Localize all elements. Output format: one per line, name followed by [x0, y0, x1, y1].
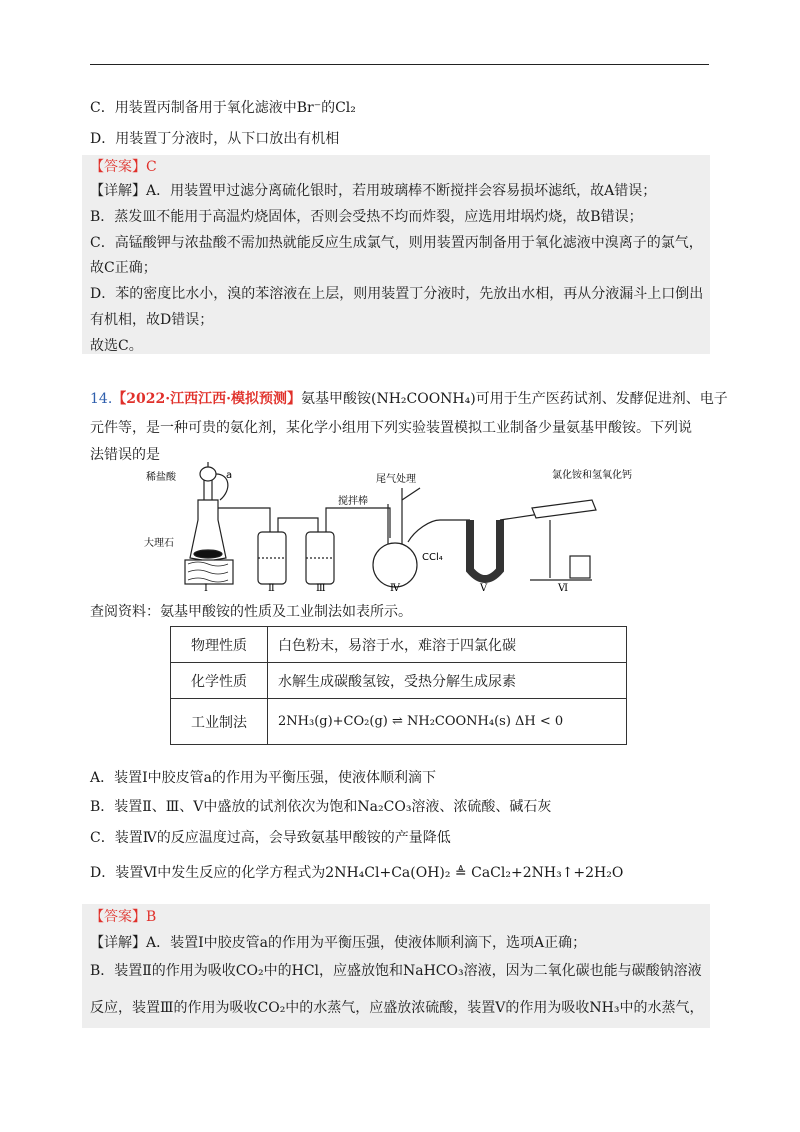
prev-detail-line-4: 故C正确；: [90, 260, 157, 276]
label-unit-3: Ⅲ: [316, 583, 326, 594]
prev-option-d: D．用装置丁分液时，从下口放出有机相: [90, 131, 340, 147]
question-source: 【2022·江西江西·模拟预测】: [112, 391, 301, 407]
question14-stem-2: 元件等，是一种可贵的氨化剂，某化学小组用下列实验装置模拟工业制备少量氨基甲酸铵。下列说: [90, 420, 692, 436]
table-value: 水解生成碳酸氢铵，受热分解生成尿素: [268, 663, 627, 699]
prev-detail-line-1: 【详解】A．用装置甲过滤分离硫化银时，若用玻璃棒不断搅拌会容易损坏滤纸，故A错误；: [90, 183, 657, 199]
apparatus-figure: [140, 460, 632, 594]
label-unit-6: Ⅵ: [558, 583, 569, 594]
label-reagents: 氯化铵和氢氧化钙: [552, 470, 632, 481]
prev-detail-line-6: 有机相，故D错误；: [90, 312, 214, 328]
table-key: 物理性质: [171, 627, 268, 663]
answer14-line-1: 【详解】A．装置Ⅰ中胶皮管a的作用为平衡压强，使液体顺利滴下，选项A正确；: [90, 935, 587, 951]
label-stirrer: 搅拌棒: [338, 496, 368, 507]
label-unit-1: Ⅰ: [204, 583, 208, 594]
reference-intro: 查阅资料：氨基甲酸铵的性质及工业制法如表所示。: [90, 604, 412, 620]
table-row: [171, 699, 627, 745]
prev-detail-line-3: C．高锰酸钾与浓盐酸不需加热就能反应生成氯气，则用装置丙制备用于氧化滤液中溴离子的氯气，: [90, 235, 703, 251]
question-number: 14.: [90, 391, 113, 407]
header-rule: [90, 64, 709, 65]
answer14-line-3: 反应，装置Ⅲ的作用为吸收CO₂中的水蒸气，应盛放浓硫酸，装置Ⅴ的作用为吸收NH₃中的水蒸气，: [90, 1000, 704, 1016]
label-marble: 大理石: [144, 538, 174, 549]
question14-stem-3: 法错误的是: [90, 447, 160, 463]
dropping-funnel: [200, 467, 216, 481]
option-d: D．装置Ⅵ中发生反应的化学方程式为2NH₄Cl+Ca(OH)₂ ≜ CaCl₂+2NH₃↑+2H₂O: [90, 865, 624, 881]
option-b: B．装置Ⅱ、Ⅲ、Ⅴ中盛放的试剂依次为饱和Na₂CO₃溶液、浓硫酸、碱石灰: [90, 799, 552, 815]
test-tube-VI: [532, 500, 596, 518]
answer14-detail-label: 【详解】: [90, 935, 146, 951]
label-unit-2: Ⅱ: [268, 583, 275, 594]
properties-table: [170, 626, 627, 745]
label-tail-gas: 尾气处理: [376, 474, 416, 485]
table-key: 化学性质: [171, 663, 268, 699]
prev-option-c: C．用装置丙制备用于氧化滤液中Br⁻的Cl₂: [90, 100, 356, 116]
label-ccl4: CCl₄: [422, 552, 443, 563]
prev-detail-line-7: 故选C。: [90, 338, 143, 354]
table-value: 白色粉末，易溶于水，难溶于四氯化碳: [268, 627, 627, 663]
burner-VI: [570, 556, 590, 578]
label-unit-5: Ⅴ: [480, 583, 488, 594]
table-row: [171, 627, 627, 663]
table-value: 2NH₃(g)+CO₂(g) ⇌ NH₂COONH₄(s) ΔH < 0: [268, 699, 627, 745]
option-c: C．装置Ⅳ的反应温度过高，会导致氨基甲酸铵的产量降低: [90, 830, 451, 846]
label-tube-a: a: [226, 470, 233, 481]
option-a: A．装置Ⅰ中胶皮管a的作用为平衡压强，使液体顺利滴下: [90, 770, 436, 786]
table-key: 工业制法: [171, 699, 268, 745]
prev-detail-label: 【详解】: [90, 183, 146, 199]
label-unit-4: Ⅳ: [390, 583, 400, 594]
answer14-line-2: B．装置Ⅱ的作用为吸收CO₂中的HCl，应盛放饱和NaHCO₃溶液，因为二氧化碳也能与碳酸钠溶液: [90, 963, 702, 979]
prev-answer-label: 【答案】C: [90, 159, 157, 175]
prev-detail-line-5: D．苯的密度比水小，溴的苯溶液在上层，则用装置丁分液时，先放出水相，再从分液漏斗上口倒出: [90, 286, 704, 302]
flask-IV: [373, 543, 417, 587]
question14-stem-1: 14.【2022·江西江西·模拟预测】氨基甲酸铵(NH₂COONH₄)可用于生产医药试剂、发酵促进剂、电子: [90, 391, 728, 407]
answer14-label: 【答案】B: [90, 909, 157, 925]
table-row: [171, 663, 627, 699]
label-acid: 稀盐酸: [146, 472, 176, 483]
prev-detail-line-2: B．蒸发皿不能用于高温灼烧固体，否则会受热不均而炸裂，应选用坩埚灼烧，故B错误；: [90, 209, 643, 225]
u-tube-V: [470, 520, 500, 579]
marble: [194, 550, 222, 558]
